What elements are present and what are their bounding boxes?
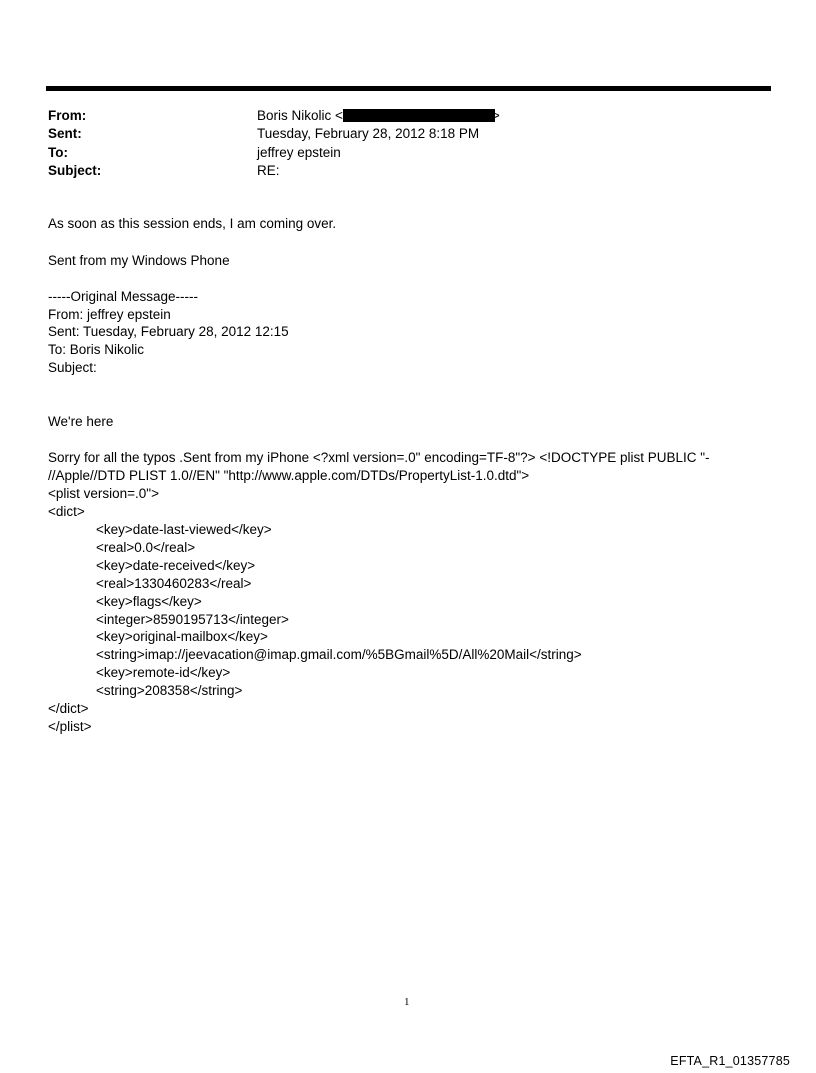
from-value: [257, 107, 500, 125]
from-label: From:: [48, 108, 87, 123]
plist-line-1: Sorry for all the typos .Sent from my iPhone <?xml version=.0" encoding=TF-8"?> <!DOCTYPE plist PUBLIC "-: [48, 450, 710, 465]
plist-close: </plist>: [48, 719, 92, 734]
subject-label: Subject:: [48, 163, 102, 178]
dict-entry: <string>imap://jeevacation@imap.gmail.com/%5BGmail%5D/All%20Mail</string>: [96, 647, 582, 662]
plist-open: <plist version=.0">: [48, 486, 159, 501]
dict-close: </dict>: [48, 701, 89, 716]
bates-number: EFTA_R1_01357785: [670, 1054, 790, 1068]
to-value: jeffrey epstein: [257, 145, 341, 160]
signature-text: Sent from my Windows Phone: [48, 253, 230, 268]
dict-entry: <real>1330460283</real>: [96, 576, 252, 591]
page-number: 1: [404, 996, 410, 1008]
dict-entry: <key>date-received</key>: [96, 558, 256, 573]
original-message-marker: -----Original Message-----: [48, 289, 199, 304]
to-label: To:: [48, 145, 68, 160]
original-text: We're here: [48, 414, 114, 429]
redaction-bar: [343, 109, 495, 122]
original-to: To: Boris Nikolic: [48, 342, 145, 357]
sent-value: Tuesday, February 28, 2012 8:18 PM: [257, 126, 480, 141]
dict-entry: <key>flags</key>: [96, 594, 202, 609]
original-from: From: jeffrey epstein: [48, 307, 171, 322]
original-subject: Subject:: [48, 360, 97, 375]
reply-text: As soon as this session ends, I am coming over.: [48, 216, 337, 231]
original-sent: Sent: Tuesday, February 28, 2012 12:15: [48, 324, 289, 339]
dict-entry: <integer>8590195713</integer>: [96, 612, 289, 627]
header-divider: [46, 86, 771, 91]
dict-entry: <key>date-last-viewed</key>: [96, 522, 272, 537]
subject-value: RE:: [257, 163, 280, 178]
dict-entry: <key>remote-id</key>: [96, 665, 231, 680]
from-name: Boris Nikolic <: [257, 108, 343, 123]
dict-open: <dict>: [48, 504, 85, 519]
dict-entry: <real>0.0</real>: [96, 540, 196, 555]
from-close: >: [491, 108, 500, 123]
sent-label: Sent:: [48, 126, 82, 141]
plist-line-2: //Apple//DTD PLIST 1.0//EN" "http://www.apple.com/DTDs/PropertyList-1.0.dtd">: [48, 468, 530, 483]
dict-entry: <string>208358</string>: [96, 683, 243, 698]
dict-entry: <key>original-mailbox</key>: [96, 629, 268, 644]
